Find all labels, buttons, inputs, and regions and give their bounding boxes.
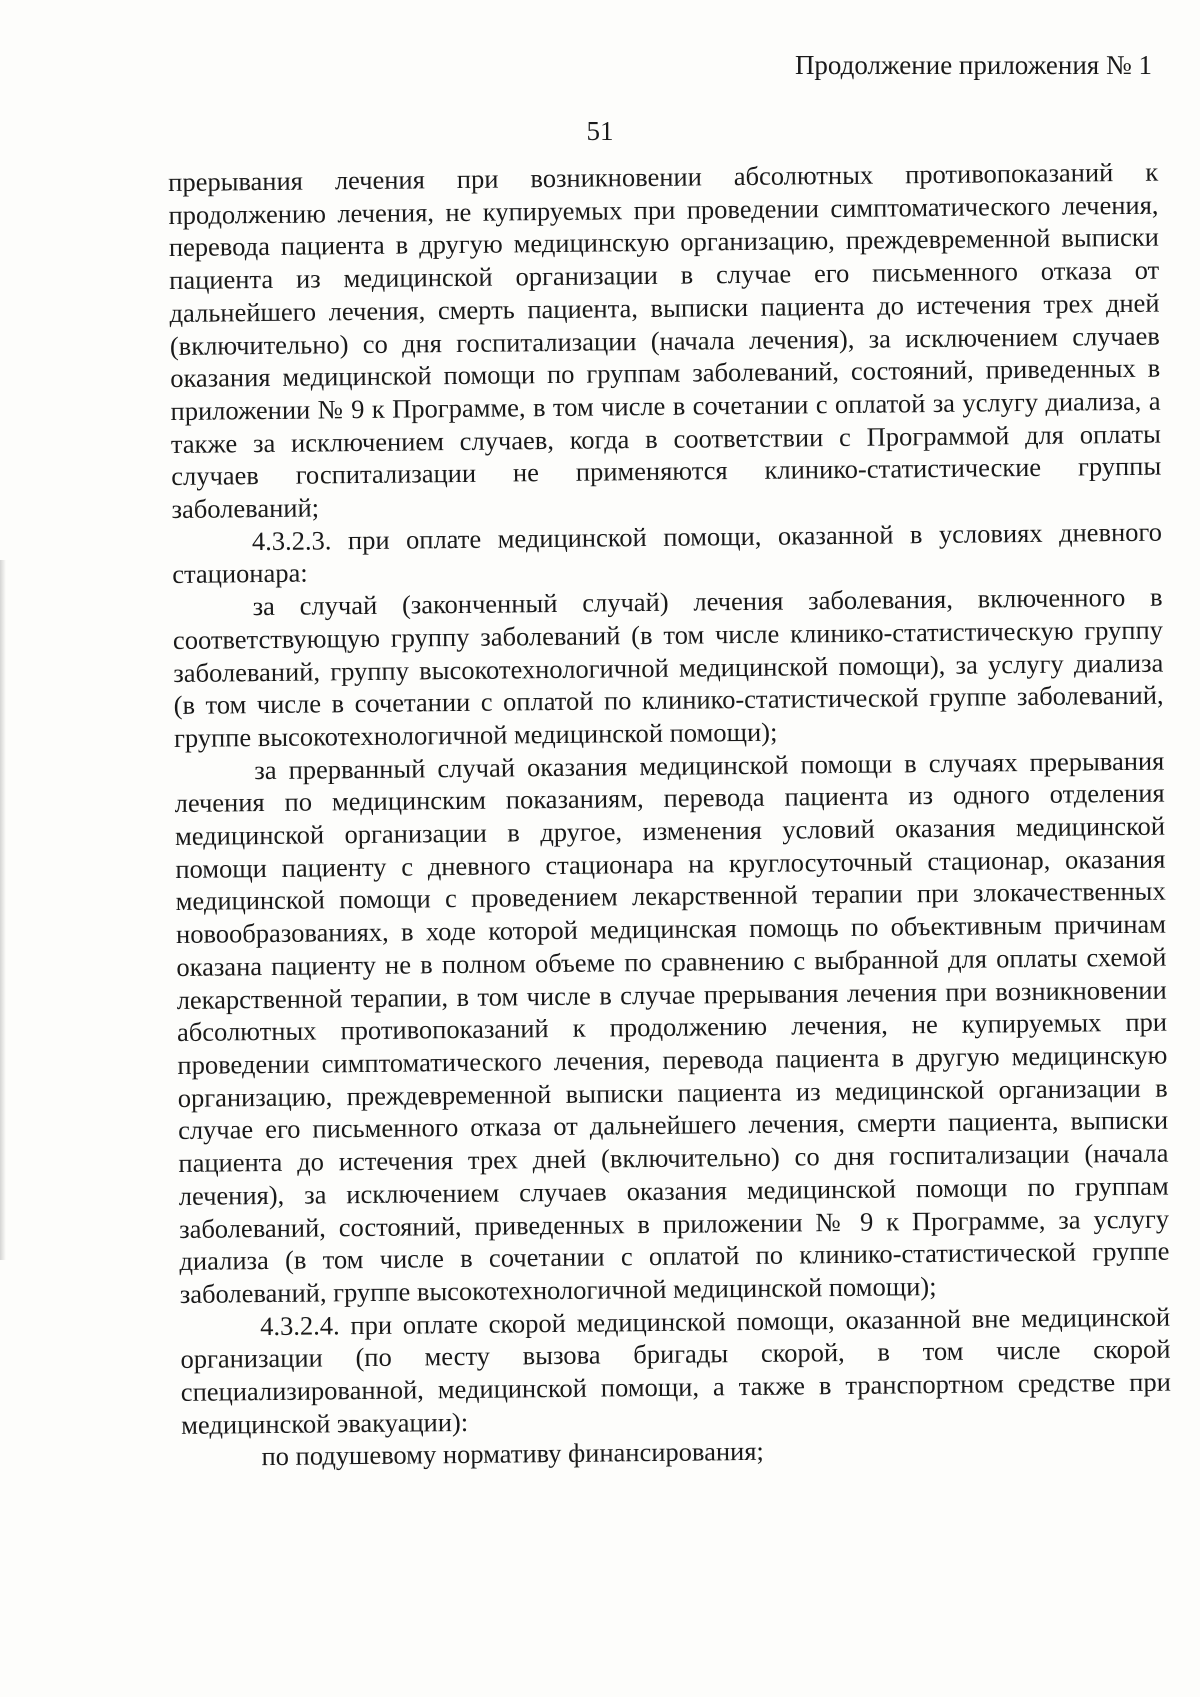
paragraph-per-capita: по подушевому нормативу финансирования; (261, 1436, 764, 1472)
paragraph-4-3-2-4: 4.3.2.4. при оплате скорой медицинской помощи, оказанной вне медицинской организации (по месту вызова бригады скорой, в том числе скорой специализированной, медицинской помощи, а также в транспортном средстве при медицинской эвакуации): (180, 1301, 1171, 1440)
continuation-header: Продолжение приложения № 1 (794, 50, 1152, 80)
page-number: 51 (586, 116, 614, 146)
paragraph-interrupted-case: за прерванный случай оказания медицинской помощи в случаях прерывания лечения по медицинским показаниям, перевода пациента из одного отделения медицинской организации в другое, изменения условий оказания медицинской помощи пациенту с дневного стационара на круглосуточный стационар, оказания медицинской помощи с проведением лекарственной терапии при злокачественных новообразованиях, в ходе которой медицинская помощь по объективным причинам оказана пациенту не в полном объеме по сравнению с выбранной для оплаты схемой лекарственной терапии, в том числе в случае прерывания лечения при возникновении абсолютных противопоказаний к продолжению лечения, не купируемых при проведении симптоматического лечения, перевода пациента в другую медицинскую организацию, преждевременной выписки пациента из медицинской организации в случае его письменного отказа от дальнейшего лечения, смерти пациента, выписки пациента до истечения трех дней (включительно) со дня госпитализации (начала лечения), за исключением случаев оказания медицинской помощи по группам заболеваний, состояний, приведенных в приложении № 9 к Программе, за услугу диализа (в том числе в сочетании с оплатой по клинико-статистической группе заболеваний, группе высокотехнологичной медицинской помощи); (174, 745, 1170, 1309)
paragraph-completed-case: за случай (законченный случай) лечения заболевания, включенного в соответствующую группу заболеваний (в том числе клинико-статистическую группу заболеваний, группу высокотехнологичной медицинской помощи), за услугу диализа (в том числе в сочетании с оплатой по клинико-статистической группе заболеваний, группе высокотехнологичной медицинской помощи); (172, 581, 1164, 753)
body-text (168, 156, 1172, 1474)
paragraph-continuation: прерывания лечения при возникновении абсолютных противопоказаний к продолжению лечения, не купируемых при проведении симптоматического лечения, перевода пациента в другую медицинскую организацию, преждевременной выписки пациента из медицинской организации в случае его письменного отказа от дальнейшего лечения, смерть пациента, выписки пациента до истечения трех дней (включительно) со дня госпитализации (начала лечения), за исключением случаев оказания медицинской помощи по группам заболеваний, состояний, приведенных в приложении № 9 к Программе, в том числе в сочетании с оплатой за услугу диализа, а также за исключением случаев, когда в соответствии с Программой для оплаты случаев госпитализации не применяются клинико-статистические группы заболеваний; (168, 156, 1162, 525)
paragraph-4-3-2-3: 4.3.2.3. при оплате медицинской помощи, оказанной в условиях дневного стационара: (172, 516, 1163, 590)
scan-edge-shadow (0, 560, 6, 1260)
